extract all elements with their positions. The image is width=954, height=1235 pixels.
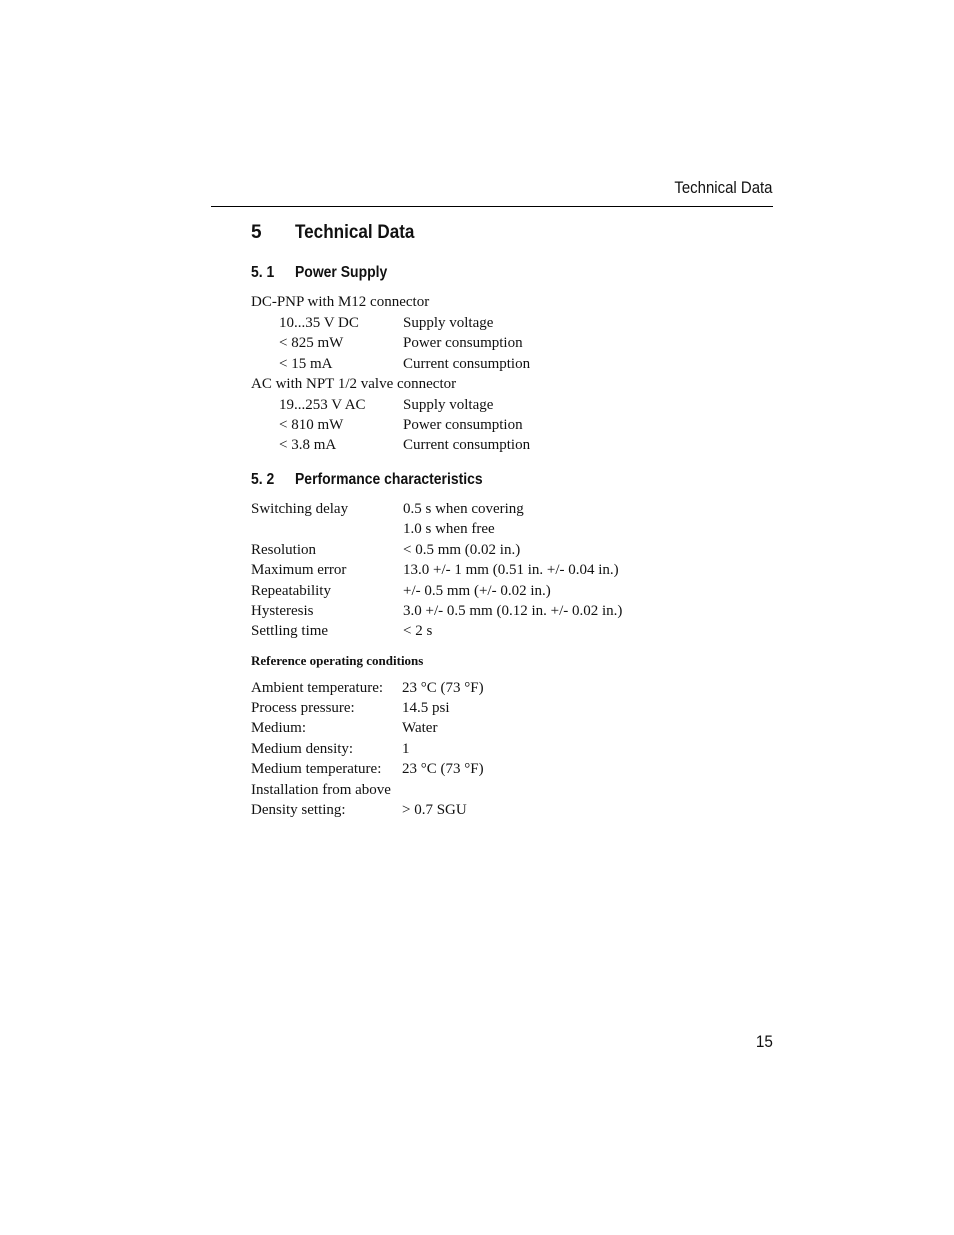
repeatability-value: +/- 0.5 mm (+/- 0.02 in.)	[403, 583, 551, 599]
reference-conditions-heading: Reference operating conditions	[251, 653, 424, 668]
dc-connector-label: DC-PNP with M12 connector	[251, 294, 430, 310]
ambient-temperature-label: Ambient temperature:	[251, 680, 384, 696]
header-rule	[211, 206, 773, 207]
section-number: 5. 2	[251, 471, 275, 488]
resolution-value: < 0.5 mm (0.02 in.)	[403, 542, 521, 558]
page-number: 15	[755, 1032, 773, 1051]
installation-label: Installation from above	[251, 782, 391, 798]
medium-density-label: Medium density:	[251, 741, 354, 757]
dc-current-consumption-value: < 15 mA	[279, 356, 333, 372]
switching-delay-covering-value: 0.5 s when covering	[403, 501, 524, 517]
chapter-title: Technical Data	[295, 222, 415, 243]
ac-connector-label: AC with NPT 1/2 valve connector	[251, 376, 457, 392]
section-title: Power Supply	[295, 264, 388, 281]
medium-density-value: 1	[402, 741, 410, 757]
density-setting-value: > 0.7 SGU	[402, 802, 467, 818]
medium-label: Medium:	[251, 720, 306, 736]
process-pressure-label: Process pressure:	[251, 700, 355, 716]
process-pressure-value: 14.5 psi	[402, 700, 450, 716]
ac-power-consumption-value: < 810 mW	[279, 417, 344, 433]
dc-power-consumption-label: Power consumption	[403, 335, 523, 351]
ac-supply-voltage-value: 19...253 V AC	[279, 397, 366, 413]
dc-current-consumption-label: Current consumption	[403, 356, 531, 372]
medium-value: Water	[402, 720, 438, 736]
resolution-label: Resolution	[251, 542, 317, 558]
settling-time-label: Settling time	[251, 623, 329, 639]
maximum-error-label: Maximum error	[251, 562, 347, 578]
running-header: Technical Data	[674, 178, 773, 197]
ac-supply-voltage-label: Supply voltage	[403, 397, 494, 413]
dc-supply-voltage-value: 10...35 V DC	[279, 315, 359, 331]
chapter-number: 5	[251, 222, 262, 243]
ac-current-consumption-value: < 3.8 mA	[279, 437, 337, 453]
settling-time-value: < 2 s	[403, 623, 433, 639]
switching-delay-label: Switching delay	[251, 501, 349, 517]
repeatability-label: Repeatability	[251, 583, 331, 599]
maximum-error-value: 13.0 +/- 1 mm (0.51 in. +/- 0.04 in.)	[403, 562, 619, 578]
ambient-temperature-value: 23 °C (73 °F)	[402, 680, 484, 696]
ac-power-consumption-label: Power consumption	[403, 417, 523, 433]
section-title: Performance characteristics	[295, 471, 483, 488]
section-number: 5. 1	[251, 264, 275, 281]
medium-temperature-value: 23 °C (73 °F)	[402, 761, 484, 777]
medium-temperature-label: Medium temperature:	[251, 761, 382, 777]
ac-current-consumption-label: Current consumption	[403, 437, 531, 453]
density-setting-label: Density setting:	[251, 802, 346, 818]
dc-power-consumption-value: < 825 mW	[279, 335, 344, 351]
dc-supply-voltage-label: Supply voltage	[403, 315, 494, 331]
hysteresis-value: 3.0 +/- 0.5 mm (0.12 in. +/- 0.02 in.)	[403, 603, 623, 619]
hysteresis-label: Hysteresis	[251, 603, 314, 619]
switching-delay-free-value: 1.0 s when free	[403, 521, 495, 537]
